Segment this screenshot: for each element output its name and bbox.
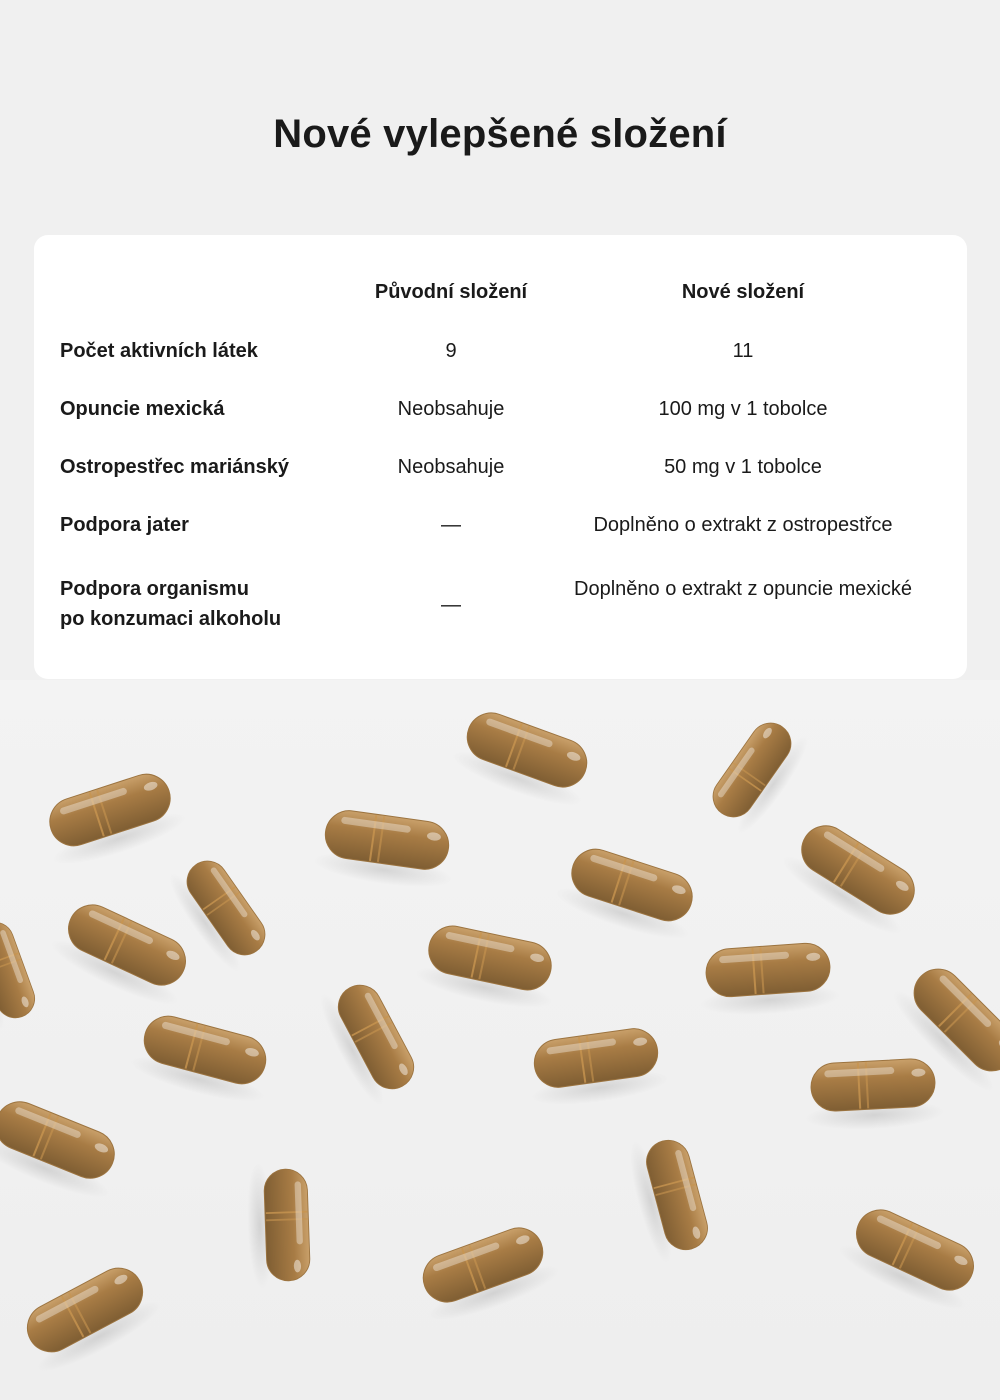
cell-original-opuntia: Neobsahuje [397, 398, 505, 420]
header-new: Nové složení [681, 281, 805, 303]
row-label-active-count: Počet aktivních látek [60, 340, 258, 362]
row-label-alcohol-support-line2: po konzumaci alkoholu [60, 608, 282, 630]
cell-new-liver-support: Doplněno o extrakt z ostropestřce [593, 514, 893, 536]
row-label-alcohol-support [60, 574, 350, 634]
capsules-photo [0, 680, 1000, 1400]
row-label-alcohol-support-line1: Podpora organismu [60, 578, 249, 600]
cell-original-liver-support: — [441, 514, 461, 536]
cell-original-active-count: 9 [445, 340, 457, 362]
cell-original-alcohol-support: — [441, 594, 461, 616]
header-original: Původní složení [374, 281, 528, 303]
cell-new-opuntia: 100 mg v 1 tobolce [658, 398, 828, 420]
row-label-opuntia: Opuncie mexická [60, 398, 225, 420]
cell-original-milk-thistle: Neobsahuje [397, 456, 505, 478]
row-label-liver-support: Podpora jater [60, 514, 189, 536]
comparison-table [34, 235, 967, 679]
cell-new-alcohol-support: Doplněno o extrakt z opuncie mexické [574, 578, 912, 600]
capsules-illustration [0, 680, 1000, 1400]
cell-new-active-count: 11 [732, 340, 754, 362]
cell-new-milk-thistle: 50 mg v 1 tobolce [664, 456, 822, 478]
row-label-milk-thistle: Ostropestřec mariánský [60, 456, 290, 478]
page-title: Nové vylepšené složení [273, 112, 727, 156]
